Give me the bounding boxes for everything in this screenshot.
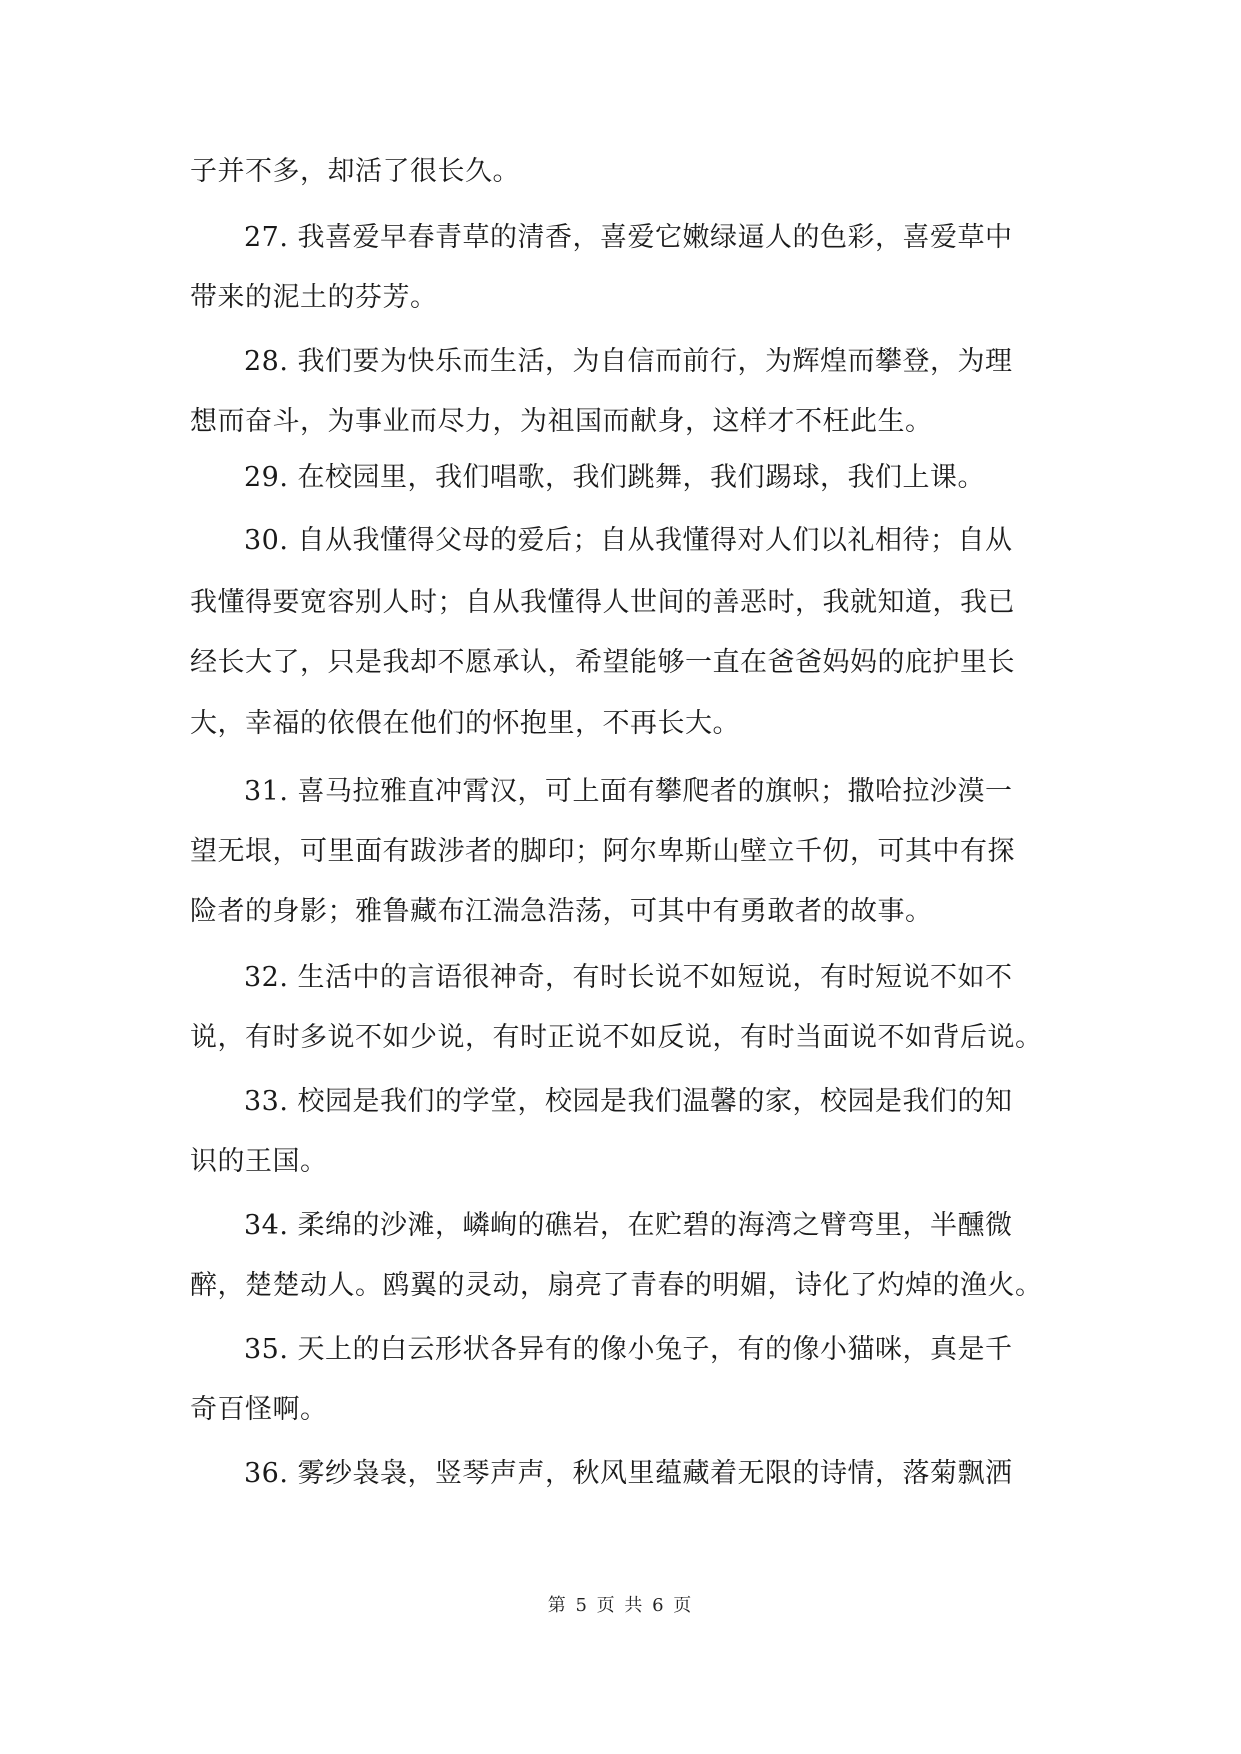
text-line: 33. 校园是我们的学堂，校园是我们温馨的家，校园是我们的知 [244, 1086, 1013, 1117]
page-footer: 第 5 页 共 6 页 [547, 1595, 694, 1616]
text-line: 醉，楚楚动人。鸥翼的灵动，扇亮了青春的明媚，诗化了灼焯的渔火。 [190, 1270, 1043, 1301]
text-line: 大，幸福的依偎在他们的怀抱里，不再长大。 [190, 708, 740, 739]
text-line: 32. 生活中的言语很神奇，有时长说不如短说，有时短说不如不 [244, 962, 1013, 993]
text-line: 29. 在校园里，我们唱歌，我们跳舞，我们踢球，我们上课。 [244, 462, 986, 493]
text-line: 36. 雾纱袅袅，竖琴声声，秋风里蕴藏着无限的诗情，落菊飘洒 [244, 1458, 1013, 1489]
text-line: 险者的身影；雅鲁藏布江湍急浩荡，可其中有勇敢者的故事。 [190, 896, 933, 927]
text-line: 我懂得要宽容别人时；自从我懂得人世间的善恶时，我就知道，我已 [190, 587, 1015, 618]
text-line: 35. 天上的白云形状各异有的像小兔子，有的像小猫咪，真是千 [244, 1334, 1013, 1365]
text-line: 子并不多，却活了很长久。 [190, 156, 520, 187]
text-line: 想而奋斗，为事业而尽力，为祖国而献身，这样才不枉此生。 [190, 406, 933, 437]
text-line: 30. 自从我懂得父母的爱后；自从我懂得对人们以礼相待；自从 [244, 525, 1013, 556]
text-line: 说，有时多说不如少说，有时正说不如反说，有时当面说不如背后说。 [190, 1022, 1043, 1053]
text-line: 经长大了，只是我却不愿承认，希望能够一直在爸爸妈妈的庇护里长 [190, 647, 1015, 678]
text-line: 望无垠，可里面有跋涉者的脚印；阿尔卑斯山壁立千仞，可其中有探 [190, 836, 1015, 867]
text-line: 28. 我们要为快乐而生活，为自信而前行，为辉煌而攀登，为理 [244, 346, 1013, 377]
text-line: 带来的泥土的芬芳。 [190, 282, 438, 313]
text-line: 奇百怪啊。 [190, 1394, 328, 1425]
text-line: 27. 我喜爱早春青草的清香，喜爱它嫩绿逼人的色彩，喜爱草中 [244, 222, 1013, 253]
text-line: 识的王国。 [190, 1146, 328, 1177]
text-line: 31. 喜马拉雅直冲霄汉，可上面有攀爬者的旗帜；撒哈拉沙漠一 [244, 776, 1013, 807]
text-line: 34. 柔绵的沙滩，嶙峋的礁岩，在贮碧的海湾之臂弯里，半醺微 [244, 1210, 1013, 1241]
